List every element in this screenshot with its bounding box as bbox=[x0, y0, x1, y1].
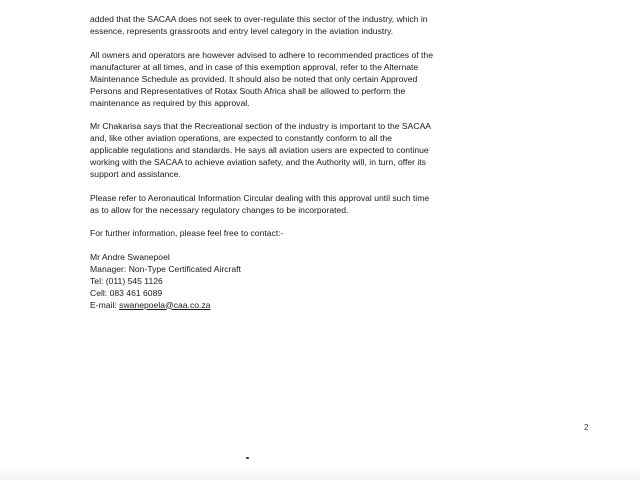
contact-title: Manager: Non-Type Certificated Aircraft bbox=[90, 263, 241, 274]
contact-email-link[interactable]: swanepoela@caa.co.za bbox=[119, 299, 211, 310]
page-bottom-edge bbox=[0, 466, 640, 480]
contact-tel: Tel: (011) 545 1126 bbox=[90, 275, 163, 286]
contact-email-row bbox=[90, 299, 595, 311]
paragraph-owners-operators: All owners and operators are however advised to adhere to recommended practices of the manufacturer at all times, and in case of this exemption approval, refer to the Alternate Maintenance Schedule as provided. It should also be noted that only certain Approved Persons and Representatives of Rotax South Africa shall be allowed to perform the maintenance as required by this approval. bbox=[90, 49, 433, 108]
page-number: 2 bbox=[584, 423, 589, 432]
contact-block bbox=[90, 251, 595, 311]
paragraph-recreational-section: Mr Chakarisa says that the Recreational section of the industry is important to the SACAA and, like other aviation operations, are expected to constantly conform to all the applicable regulations and standards. He says all aviation users are expected to continue working with the SACAA to achieve aviation safety, and the Authority will, in turn, offer its support and assistance. bbox=[90, 121, 432, 179]
paragraph-aeronautical-circular: Please refer to Aeronautical Information Circular dealing with this approval until such time as to allow for the necessary regulatory changes to be incorporated. bbox=[90, 192, 430, 215]
contact-name: Mr Andre Swanepoel bbox=[90, 251, 170, 262]
paragraph-further-information: For further information, please feel free to contact:- bbox=[90, 228, 284, 238]
paragraph-regulation: added that the SACAA does not seek to over-regulate this sector of the industry, which in essence, represents grassroots and entry level category in the aviation industry. bbox=[90, 14, 428, 36]
contact-email-label: E-mail: bbox=[90, 299, 120, 310]
contact-cell: Cell: 083 461 6089 bbox=[90, 287, 163, 298]
document-body bbox=[90, 13, 595, 311]
scan-artifact-dot bbox=[246, 457, 249, 459]
